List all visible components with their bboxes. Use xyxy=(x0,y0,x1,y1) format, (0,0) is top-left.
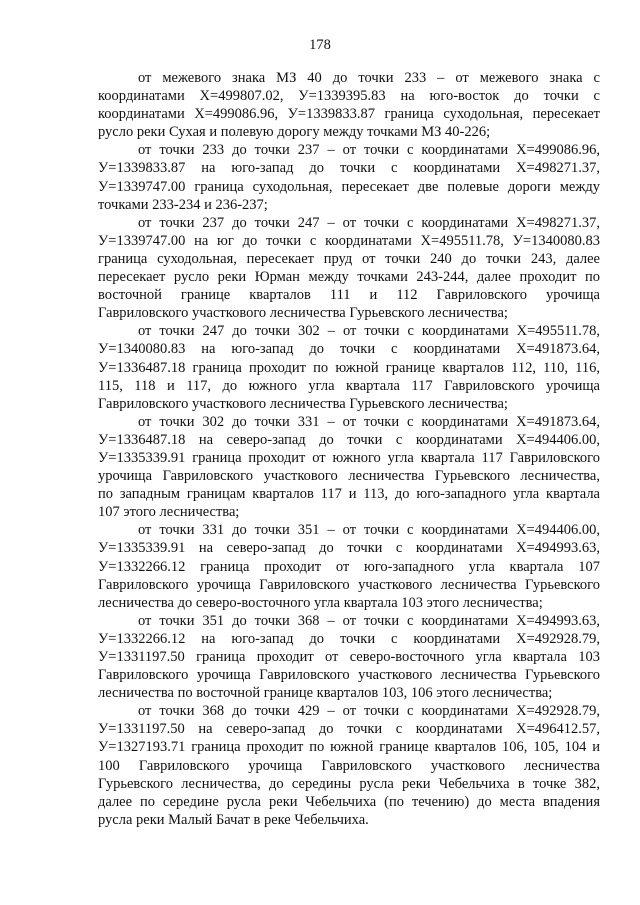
text-line: У=1332266.12 на юго-запад до точки с координатами Х=492928.79, xyxy=(98,630,600,647)
text-line: далее по середине русла реки Чебельчиха (по течению) до места впадения xyxy=(98,793,600,810)
text-line: Гавриловского участкового лесничества Гурьевского лесничества; xyxy=(98,395,508,412)
text-line: У=1332266.12 граница проходит от юго-западного угла квартала 107 xyxy=(98,558,600,575)
text-line: русла реки Малый Бачат в реке Чебельчиха. xyxy=(98,811,369,828)
text-line: У=1335339.91 на северо-запад до точки с координатами Х=494993.63, xyxy=(98,540,600,557)
text-line: координатами Х=499086.96, У=1339833.87 граница суходольная, пересекает xyxy=(98,106,600,123)
text-line: русло реки Сухая и полевую дорогу между точками МЗ 40-226; xyxy=(98,124,491,141)
text-line: 115, 118 и 117, до южного угла квартала 117 Гавриловского урочища xyxy=(98,377,600,394)
paragraph-boundary-302-331 xyxy=(98,413,600,522)
paragraph-boundary-mz40-233 xyxy=(98,69,600,141)
text-line: лесничества по восточной границе кварталов 103, 106 этого лесничества; xyxy=(98,685,553,702)
text-line: У=1339833.87 на юго-запад до точки с координатами Х=498271.37, xyxy=(98,160,600,177)
text-line: Гавриловского урочища Гавриловского участкового лесничества Гурьевского xyxy=(98,667,600,684)
text-line: от точки 368 до точки 429 – от точки с координатами Х=492928.79, xyxy=(138,703,600,720)
text-line: по западным границам кварталов 117 и 113, до юго-западного угла квартала xyxy=(98,486,600,503)
text-line: от межевого знака МЗ 40 до точки 233 – от межевого знака с xyxy=(138,70,600,86)
text-line: У=1336487.18 на северо-запад до точки с координатами Х=494406.00, xyxy=(98,431,600,448)
page-number: 178 xyxy=(309,37,331,53)
paragraph-boundary-351-368 xyxy=(98,612,600,702)
document-body xyxy=(98,69,600,829)
text-line: Гурьевского лесничества, до середины русла реки Чебельчиха в точке 382, xyxy=(98,775,600,792)
paragraph-boundary-237-247 xyxy=(98,214,600,323)
text-line: восточной границе кварталов 111 и 112 Гавриловского урочища xyxy=(98,287,600,304)
text-line: Гавриловского урочища Гавриловского участкового лесничества Гурьевского xyxy=(98,576,600,593)
text-line: урочища Гавриловского участкового лесничества Гурьевского лесничества, xyxy=(98,468,600,485)
text-line: 107 этого лесничества; xyxy=(98,504,240,521)
text-line: Гавриловского участкового лесничества Гурьевского лесничества; xyxy=(98,305,508,322)
text-line: координатами Х=499807.02, У=1339395.83 на юго-восток до точки с xyxy=(98,88,600,105)
text-line: от точки 302 до точки 331 – от точки с координатами Х=491873.64, xyxy=(138,413,600,430)
text-line: граница суходольная, пересекает пруд от точки 240 до точки 243, далее xyxy=(98,250,600,267)
text-line: У=1335339.91 граница проходит от южного угла квартала 117 Гавриловского xyxy=(98,449,600,466)
paragraph-boundary-331-351 xyxy=(98,521,600,611)
text-line: от точки 237 до точки 247 – от точки с координатами Х=498271.37, xyxy=(138,214,600,231)
text-line: от точки 351 до точки 368 – от точки с координатами Х=494993.63, xyxy=(138,612,600,629)
text-line: точками 233-234 и 236-237; xyxy=(98,196,268,213)
paragraph-boundary-368-429 xyxy=(98,702,600,829)
text-line: лесничества до северо-восточного угла квартала 103 этого лесничества; xyxy=(98,594,543,611)
text-line: пересекает русло реки Юрман между точками 243-244, далее проходит по xyxy=(98,269,600,286)
text-line: У=1336487.18 граница проходит по южной границе кварталов 112, 110, 116, xyxy=(98,359,600,376)
text-line: 100 Гавриловского урочища Гавриловского участкового лесничества xyxy=(98,757,600,774)
text-line: У=1327193.71 граница проходит по южной границе кварталов 106, 105, 104 и xyxy=(98,739,600,756)
text-line: У=1339747.00 граница суходольная, пересекает две полевые дороги между xyxy=(98,178,600,195)
paragraph-boundary-247-302 xyxy=(98,322,600,412)
paragraph-boundary-233-237 xyxy=(98,141,600,213)
text-line: от точки 233 до точки 237 – от точки с координатами Х=499086.96, xyxy=(138,142,600,159)
text-line: У=1331197.50 на северо-запад до точки с координатами Х=496412.57, xyxy=(98,721,600,738)
text-line: У=1340080.83 на юго-запад до точки с координатами Х=491873.64, xyxy=(98,341,600,358)
text-line: от точки 247 до точки 302 – от точки с координатами Х=495511.78, xyxy=(138,323,600,340)
text-line: У=1331197.50 граница проходит от северо-восточного угла квартала 103 xyxy=(98,649,600,665)
text-line: от точки 331 до точки 351 – от точки с координатами Х=494406.00, xyxy=(138,522,600,539)
text-line: У=1339747.00 на юг до точки с координатами Х=495511.78, У=1340080.83 xyxy=(98,232,600,249)
